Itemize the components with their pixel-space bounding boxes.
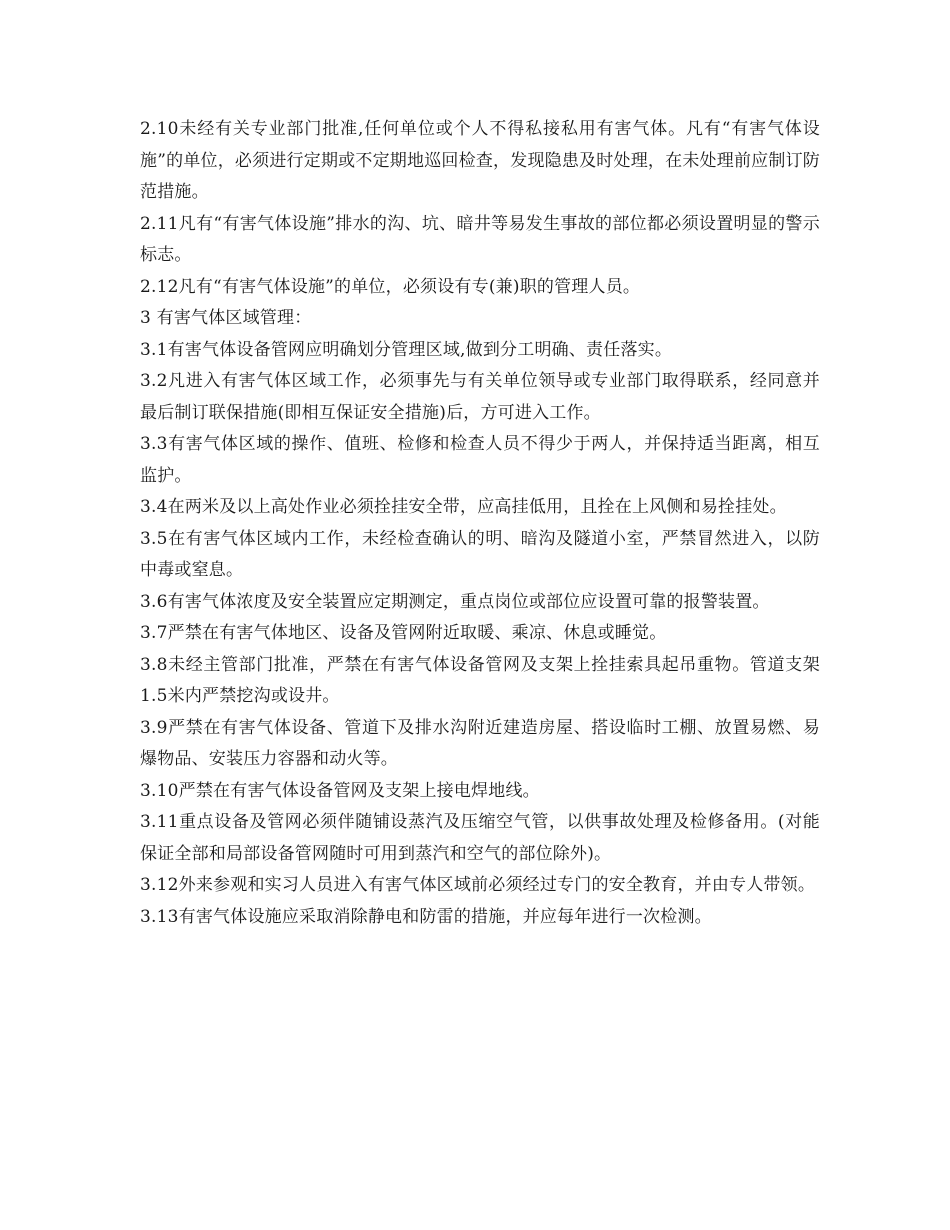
paragraph-2-12: 2.12凡有“有害气体设施”的单位，必须设有专(兼)职的管理人员。 [140, 276, 641, 297]
paragraph-3-3: 3.3有害气体区域的操作、值班、检修和检查人员不得少于两人，并保持适当距离，相互监护。 [140, 434, 820, 486]
paragraph-3-13: 3.13有害气体设施应采取消除静电和防雷的措施，并应每年进行一次检测。 [140, 906, 712, 927]
paragraph-3-4: 3.4在两米及以上高处作业必须拴挂安全带，应高挂低用，且拴在上风侧和易拴挂处。 [140, 497, 787, 517]
paragraph-3-10: 3.10严禁在有害气体设备管网及支架上接电焊地线。 [140, 780, 540, 801]
paragraph-3-6: 3.6有害气体浓度及安全装置应定期测定，重点岗位或部位应设置可靠的报警装置。 [140, 591, 770, 612]
section-heading-3: 3 有害气体区域管理： [140, 308, 312, 328]
paragraph-3-2: 3.2凡进入有害气体区域工作，必须事先与有关单位领导或专业部门取得联系，经同意并最后制订联保措施(即相互保证安全措施)后，方可进入工作。 [140, 371, 820, 423]
paragraph-2-10: 2.10未经有关专业部门批准,任何单位或个人不得私接私用有害气体。凡有“有害气体设施”的单位，必须进行定期或不定期地巡回检查，发现隐患及时处理，在未处理前应制订防范措施。 [140, 119, 820, 202]
paragraph-3-8: 3.8未经主管部门批准，严禁在有害气体设备管网及支架上拴挂索具起吊重物。管道支架1.5米内严禁挖沟或设井。 [140, 654, 820, 706]
paragraph-3-5: 3.5在有害气体区域内工作，未经检查确认的明、暗沟及隧道小室，严禁冒然进入，以防中毒或窒息。 [140, 528, 820, 580]
paragraph-3-7: 3.7严禁在有害气体地区、设备及管网附近取暖、乘凉、休息或睡觉。 [140, 623, 667, 643]
paragraph-3-11: 3.11重点设备及管网必须伴随铺设蒸汽及压缩空气管，以供事故处理及检修备用。(对能保证全部和局部设备管网随时可用到蒸汽和空气的部位除外)。 [140, 812, 820, 864]
paragraph-3-12: 3.12外来参观和实习人员进入有害气体区域前必须经过专门的安全教育，并由专人带领。 [140, 875, 816, 895]
paragraph-2-11: 2.11凡有“有害气体设施”排水的沟、坑、暗井等易发生事故的部位都必须设置明显的警示标志。 [140, 213, 820, 265]
paragraph-3-1: 3.1有害气体设备管网应明确划分管理区域,做到分工明确、责任落实。 [140, 339, 673, 360]
document-body [140, 114, 820, 933]
paragraph-3-9: 3.9严禁在有害气体设备、管道下及排水沟附近建造房屋、搭设临时工棚、放置易燃、易爆物品、安装压力容器和动火等。 [140, 717, 820, 769]
